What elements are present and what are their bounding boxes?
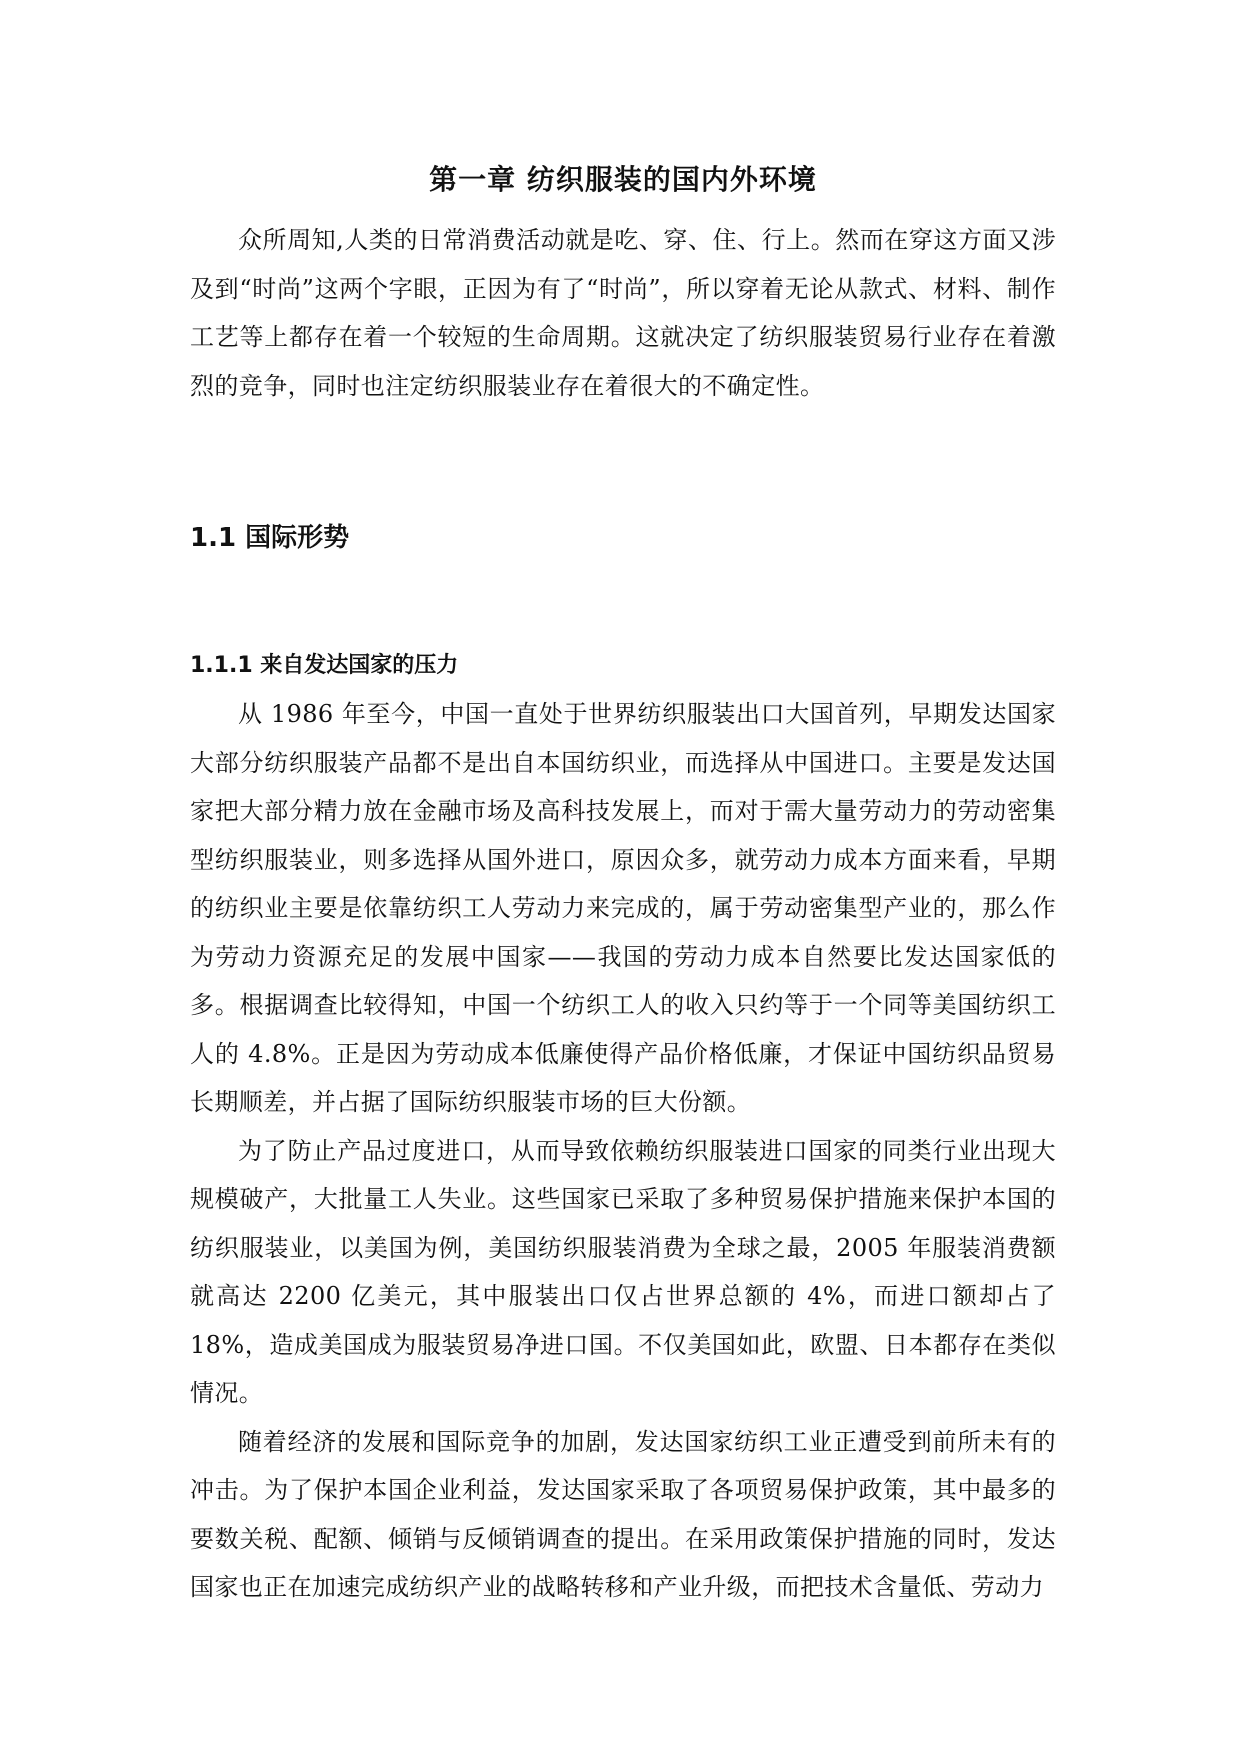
- section-heading-1-1: 1.1 国际形势: [190, 523, 350, 553]
- page-content: [190, 160, 1056, 1601]
- subsection-heading-1-1-1: 1.1.1 来自发达国家的压力: [190, 653, 459, 678]
- body-paragraph: 为了防止产品过度进口，从而导致依赖纺织服装进口国家的同类行业出现大规模破产，大批量工人失业。这些国家已采取了多种贸易保护措施来保护本国的纺织服装业，以美国为例，美国纺织服装消费为全球之最，2005 年服装消费额就高达 2200 亿美元，其中服装出口仅占世界总额的 4%，而进口额却占了 18%，造成美国成为服装贸易净进口国。不仅美国如此，欧盟、日本都存在类似情况。: [190, 1136, 1056, 1407]
- intro-paragraph: 众所周知,人类的日常消费活动就是吃、穿、住、行上。然而在穿这方面又涉及到“时尚”这两个字眼，正因为有了“时尚”，所以穿着无论从款式、材料、制作工艺等上都存在着一个较短的生命周期。这就决定了纺织服装贸易行业存在着激烈的竞争，同时也注定纺织服装业存在着很大的不确定性。: [190, 226, 1056, 400]
- body-paragraph: 从 1986 年至今，中国一直处于世界纺织服装出口大国首列，早期发达国家大部分纺织服装产品都不是出自本国纺织业，而选择从中国进口。主要是发达国家把大部分精力放在金融市场及高科技发展上，而对于需大量劳动力的劳动密集型纺织服装业，则多选择从国外进口，原因众多，就劳动力成本方面来看，早期的纺织业主要是依靠纺织工人劳动力来完成的，属于劳动密集型产业的，那么作为劳动力资源充足的发展中国家——我国的劳动力成本自然要比发达国家低的多。根据调查比较得知，中国一个纺织工人的收入只约等于一个同等美国纺织工人的 4.8%。正是因为劳动成本低廉使得产品价格低廉，才保证中国纺织品贸易长期顺差，并占据了国际纺织服装市场的巨大份额。: [190, 700, 1056, 1116]
- section-body: [190, 690, 1056, 1612]
- body-paragraph: 随着经济的发展和国际竞争的加剧，发达国家纺织工业正遭受到前所未有的冲击。为了保护本国企业利益，发达国家采取了各项贸易保护政策，其中最多的要数关税、配额、倾销与反倾销调查的提出。在采用政策保护措施的同时，发达国家也正在加速完成纺织产业的战略转移和产业升级，而把技术含量低、劳动力: [190, 1427, 1056, 1601]
- intro-block: [190, 216, 1056, 410]
- chapter-title: 第一章 纺织服装的国内外环境: [429, 163, 817, 196]
